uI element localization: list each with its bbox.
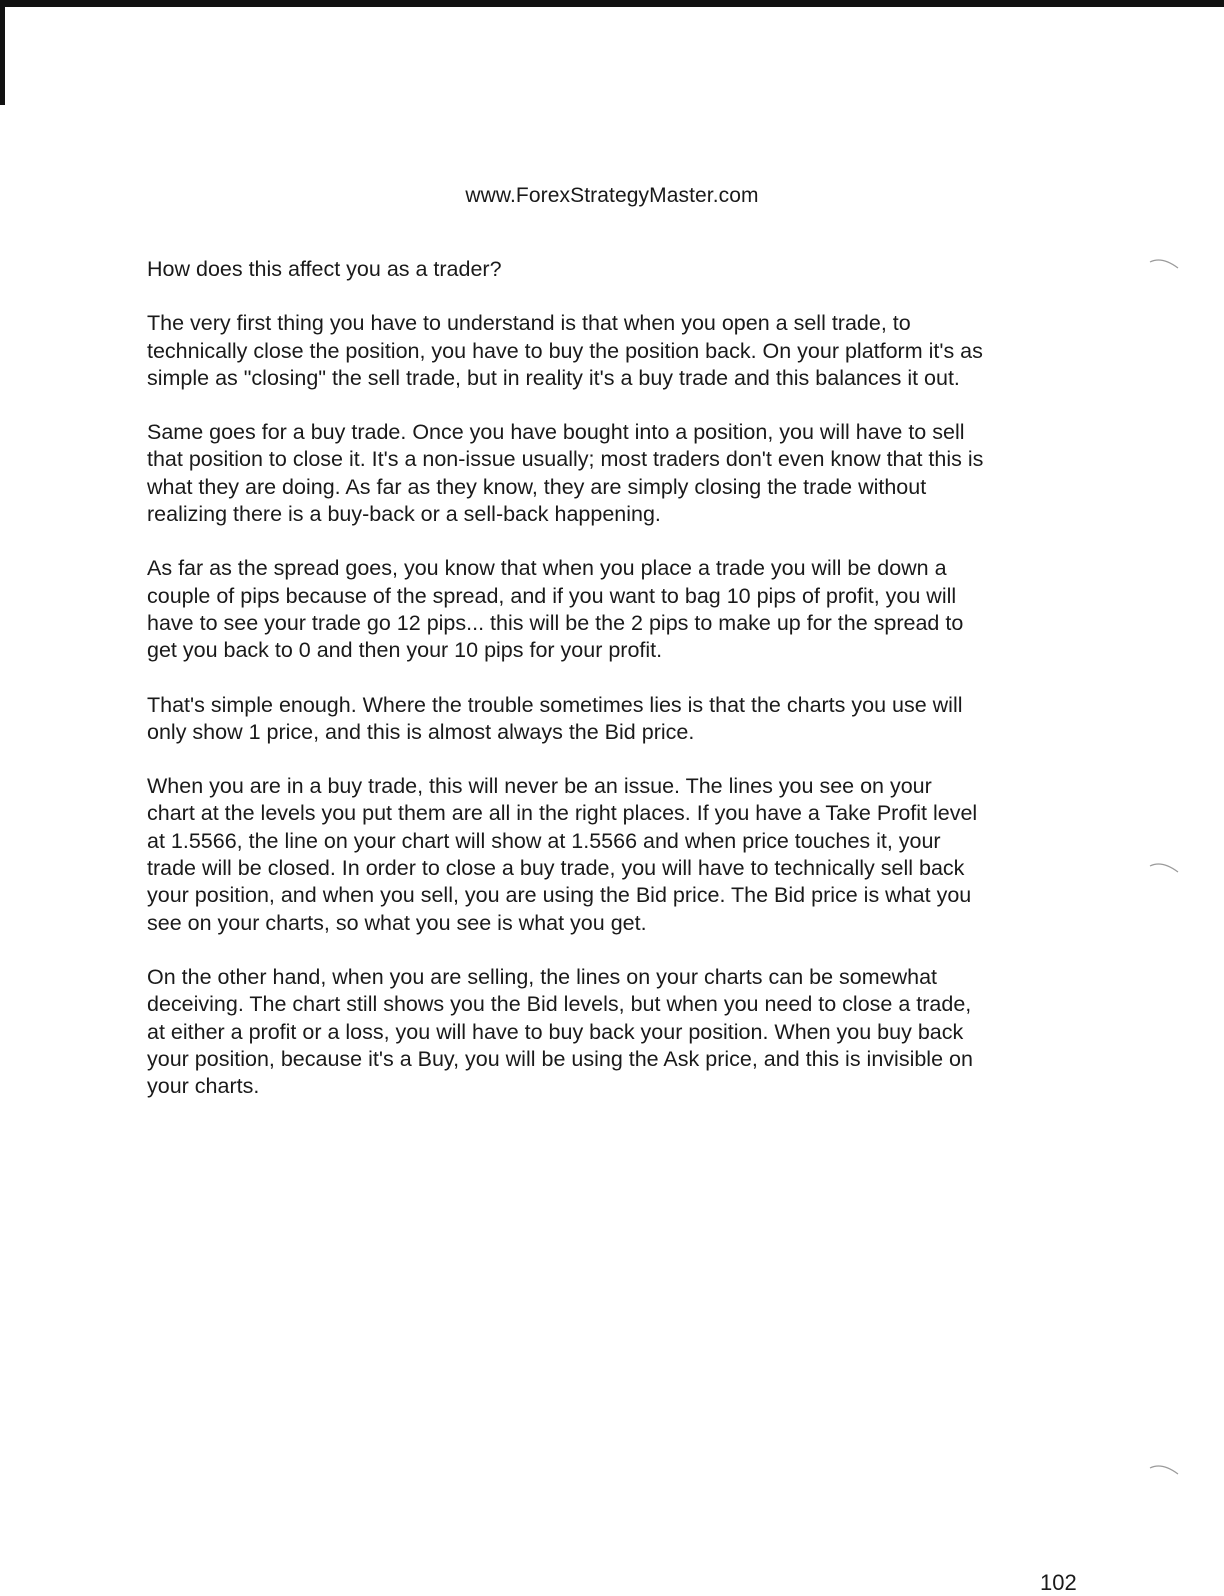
- text-line: technically close the position, you have to buy the position back. On your platform it's as: [147, 338, 983, 363]
- text-line: couple of pips because of the spread, and if you want to bag 10 pips of profit, you will: [147, 583, 957, 608]
- text-line: see on your charts, so what you see is what you get.: [147, 910, 647, 935]
- text-line: what they are doing. As far as they know, they are simply closing the trade without: [147, 474, 927, 499]
- text-line: When you are in a buy trade, this will never be an issue. The lines you see on your: [147, 774, 932, 799]
- paragraph: [147, 773, 1082, 937]
- text-line: simple as "closing" the sell trade, but in reality it's a buy trade and this balances it out.: [147, 365, 960, 390]
- text-line: deceiving. The chart still shows you the Bid levels, but when you need to close a trade,: [147, 992, 972, 1017]
- text-line: How does this affect you as a trader?: [147, 257, 502, 281]
- paragraph: [147, 256, 1082, 283]
- text-line: Same goes for a buy trade. Once you have bought into a position, you will have to sell: [147, 420, 965, 445]
- punch-mark-icon: [1148, 256, 1180, 272]
- text-line: your position, because it's a Buy, you will be using the Ask price, and this is invisible on: [147, 1046, 973, 1071]
- text-line: at either a profit or a loss, you will have to buy back your position. When you buy back: [147, 1019, 964, 1044]
- paragraph: [147, 692, 1082, 747]
- text-line: only show 1 price, and this is almost always the Bid price.: [147, 719, 695, 744]
- document-body: [147, 256, 1082, 1100]
- punch-mark-icon: [1148, 1462, 1180, 1478]
- text-line: your position, and when you sell, you are using the Bid price. The Bid price is what you: [147, 883, 972, 908]
- page-number: 102: [1040, 1570, 1077, 1595]
- text-line: The very first thing you have to understand is that when you open a sell trade, to: [147, 311, 911, 336]
- paragraph: [147, 310, 1082, 392]
- punch-mark-icon: [1148, 860, 1180, 876]
- paragraph: [147, 419, 1082, 528]
- text-line: chart at the levels you put them are all in the right places. If you have a Take Profit level: [147, 801, 978, 826]
- page-header-url: www.ForexStrategyMaster.com: [465, 184, 759, 207]
- scan-top-edge: [0, 0, 1224, 7]
- text-line: realizing there is a buy-back or a sell-back happening.: [147, 502, 661, 527]
- text-line: that position to close it. It's a non-issue usually; most traders don't even know that this is: [147, 447, 984, 472]
- paragraph: [147, 555, 1082, 664]
- text-line: get you back to 0 and then your 10 pips for your profit.: [147, 638, 663, 663]
- scan-left-edge: [0, 0, 5, 105]
- text-line: That's simple enough. Where the trouble sometimes lies is that the charts you use will: [147, 692, 963, 717]
- text-line: at 1.5566, the line on your chart will show at 1.5566 and when price touches it, your: [147, 828, 941, 853]
- text-line: On the other hand, when you are selling, the lines on your charts can be somewhat: [147, 964, 937, 989]
- text-line: your charts.: [147, 1074, 260, 1099]
- text-line: have to see your trade go 12 pips... this will be the 2 pips to make up for the spread to: [147, 610, 964, 635]
- text-line: As far as the spread goes, you know that when you place a trade you will be down a: [147, 556, 947, 581]
- text-line: trade will be closed. In order to close a buy trade, you will have to technically sell back: [147, 856, 965, 881]
- paragraph: [147, 964, 1082, 1100]
